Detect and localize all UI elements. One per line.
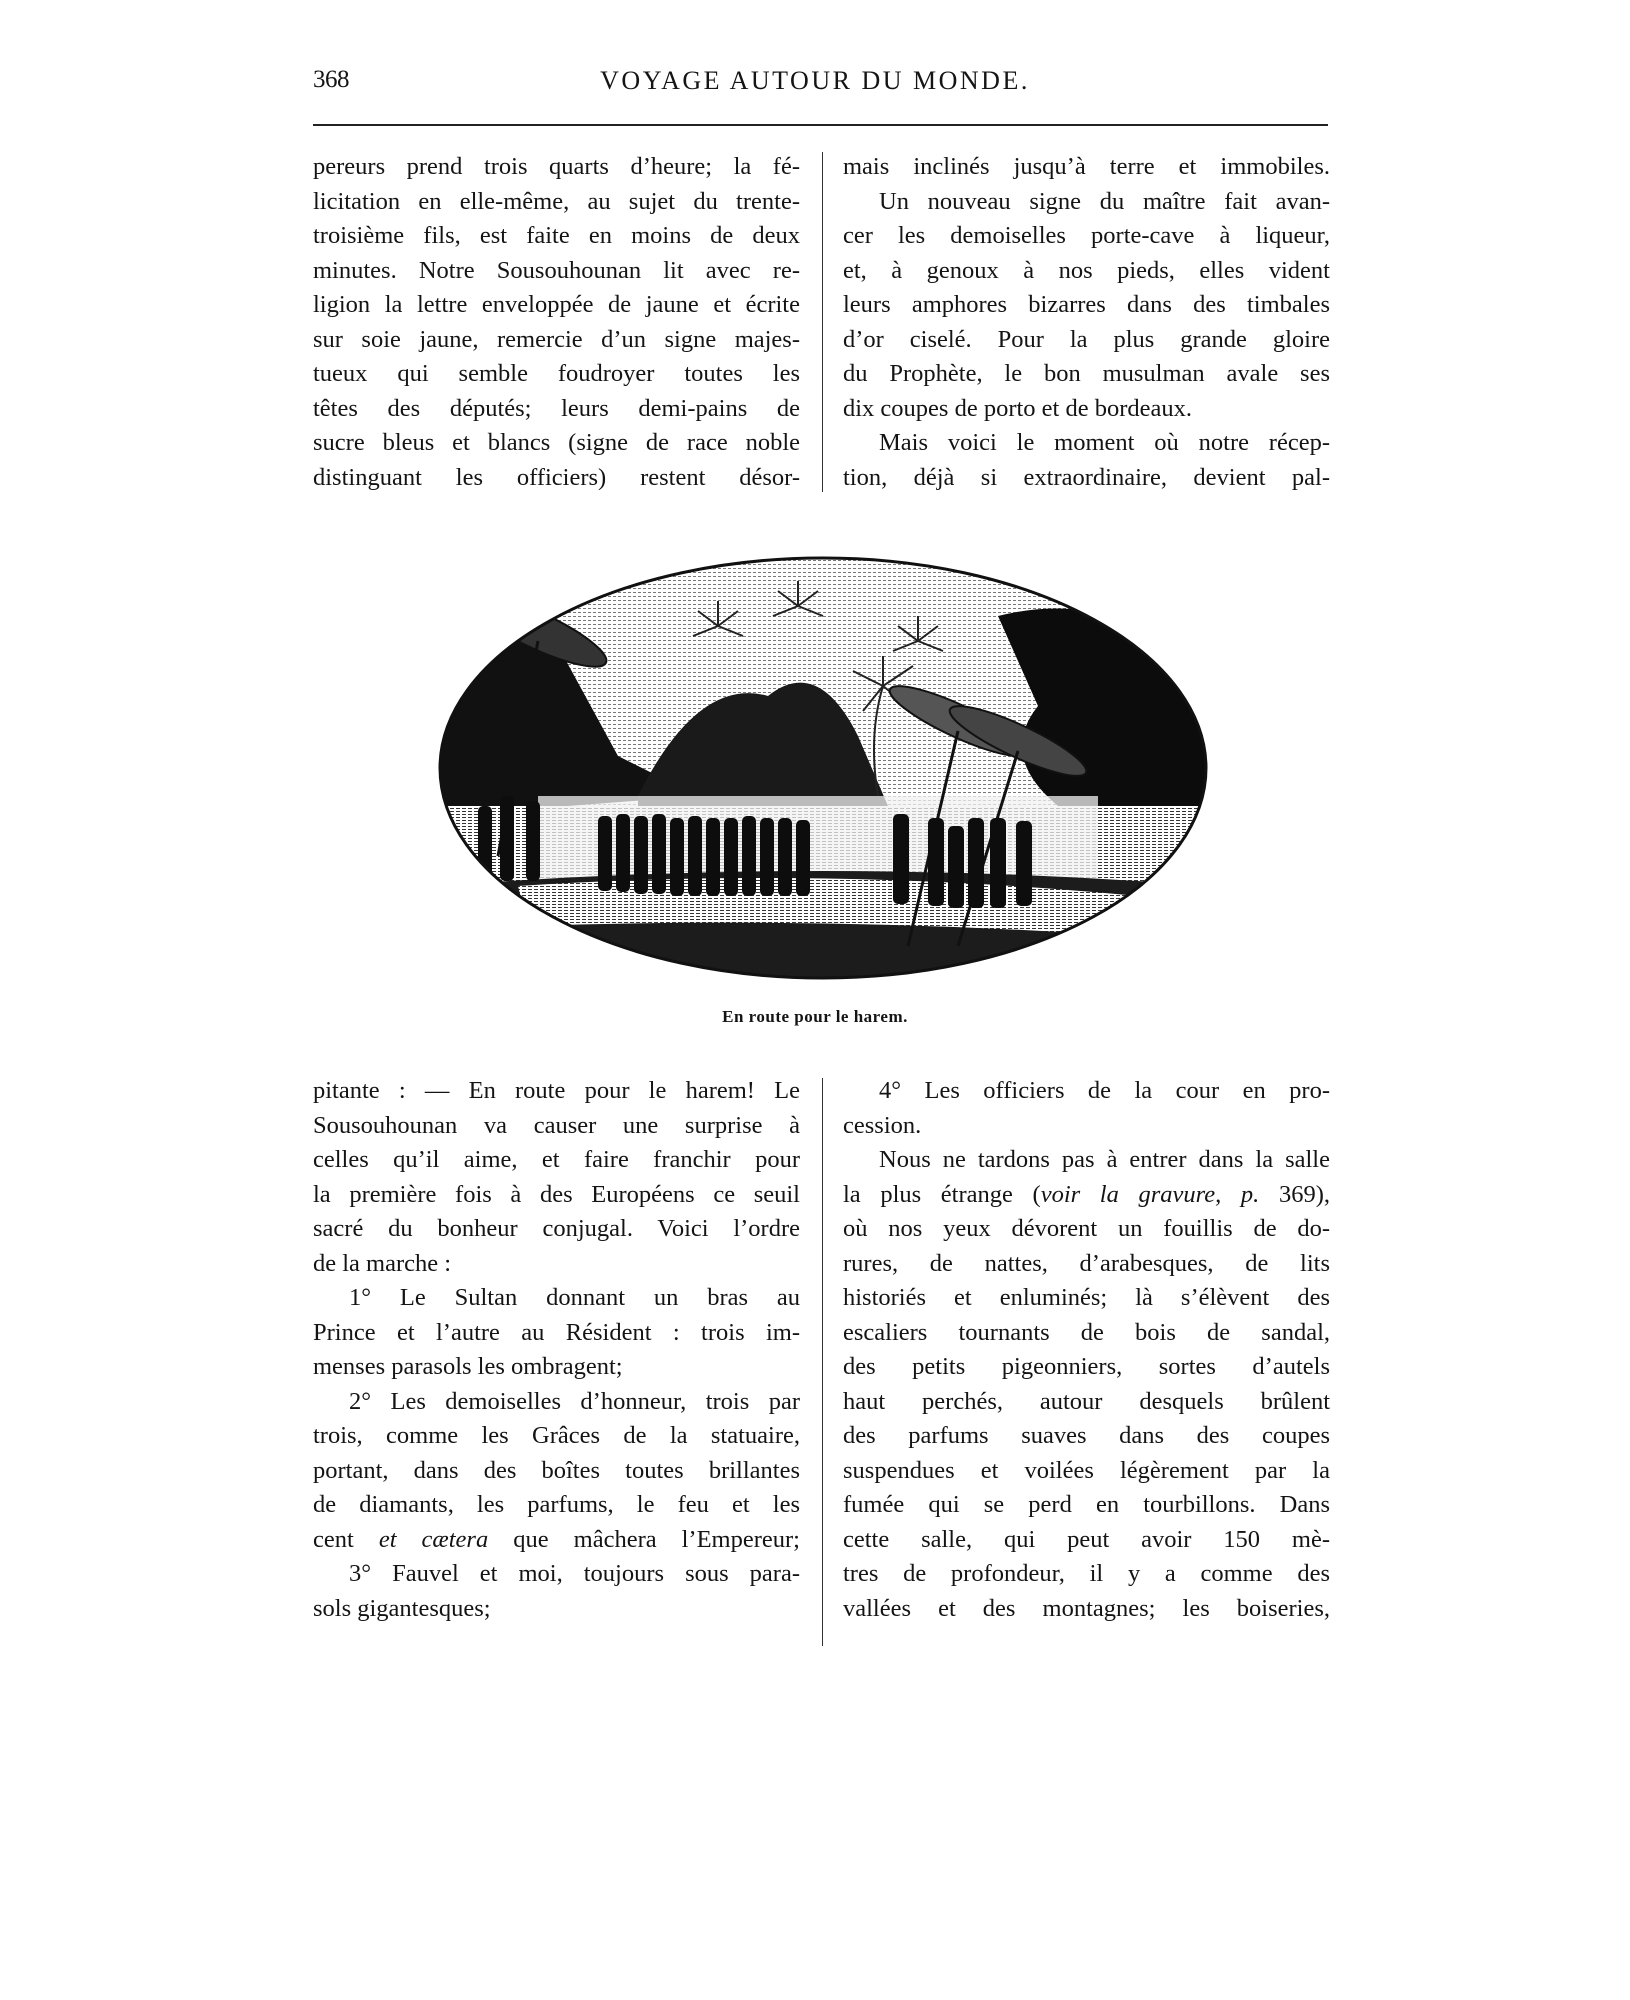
text-line: pereurs prend trois quarts d’heure; la fé- [313, 153, 800, 180]
text-line: haut perchés, autour desquels brûlent [843, 1387, 1330, 1415]
column-divider [822, 1078, 823, 1646]
text-line: la première fois à des Européens ce seuil [313, 1180, 800, 1208]
text-line: de la marche : [313, 1249, 452, 1277]
list-item-3: 3° Fauvel et moi, toujours sous para- [349, 1560, 800, 1587]
text-line: ligion la lettre enveloppée de jaune et écrite [313, 291, 800, 318]
text-line: Nous ne tardons pas à entrer dans la salle [879, 1146, 1330, 1173]
italic-reference: voir la gravure, p. [1040, 1180, 1260, 1208]
text-line: historiés et enluminés; là s’élèvent des [843, 1284, 1330, 1311]
text-line: tueux qui semble foudroyer toutes les [313, 360, 800, 387]
text-line: des parfums suaves dans des coupes [843, 1422, 1330, 1449]
text-line: cette salle, qui peut avoir 150 mè- [843, 1525, 1330, 1553]
text-line: troisième fils, est faite en moins de deux [313, 222, 800, 249]
text-line: cer les demoiselles porte-cave à liqueur, [843, 222, 1330, 249]
running-title: VOYAGE AUTOUR DU MONDE. [600, 66, 1030, 95]
text-line: des petits pigeonniers, sortes d’autels [843, 1353, 1330, 1380]
engraving-illustration [438, 556, 1208, 980]
header-rule [313, 124, 1328, 126]
text-line: et, à genoux à nos pieds, elles vident [843, 256, 1330, 284]
text-line: mais inclinés jusqu’à terre et immobiles. [843, 153, 1330, 180]
column-divider [822, 152, 823, 492]
text-line: du Prophète, le bon musulman avale ses [843, 360, 1330, 387]
page-number: 368 [313, 66, 349, 93]
text-line: escaliers tournants de bois de sandal, [843, 1318, 1330, 1346]
text-line: tres de profondeur, il y a comme des [843, 1560, 1330, 1587]
text-line: Prince et l’autre au Résident : trois im- [313, 1318, 800, 1346]
text-line: sols gigantesques; [313, 1594, 491, 1622]
text-line: leurs amphores bizarres dans des timbales [843, 291, 1330, 318]
text-line: pitante : — En route pour le harem! Le [313, 1077, 800, 1104]
text-line-with-italic: cent et cætera que mâchera l’Empereur; [313, 1525, 800, 1553]
text-line: Sousouhounan va causer une surprise à [313, 1111, 800, 1139]
text-line: de diamants, les parfums, le feu et les [313, 1491, 800, 1518]
text-line: fumée qui se perd en tourbillons. Dans [843, 1491, 1330, 1518]
list-item-4: 4° Les officiers de la cour en pro- [879, 1077, 1330, 1104]
text-line: suspendues et voilées légèrement par la [843, 1456, 1330, 1484]
bottom-right-column [843, 1074, 1330, 1626]
italic-phrase: et cætera [378, 1525, 489, 1553]
bottom-left-column [313, 1074, 800, 1626]
text-line: où nos yeux dévorent un fouillis de do- [843, 1215, 1330, 1242]
text-line: Un nouveau signe du maître fait avan- [879, 187, 1330, 215]
text-line: sucre bleus et blancs (signe de race noble [313, 429, 800, 456]
text-line: vallées et des montagnes; les boiseries, [843, 1594, 1330, 1622]
text-line: Mais voici le moment où notre récep- [879, 429, 1330, 456]
top-left-column [313, 150, 800, 495]
text-line: minutes. Notre Sousouhounan lit avec re- [313, 256, 800, 284]
text-line: d’or ciselé. Pour la plus grande gloire [843, 325, 1330, 353]
top-right-column [843, 150, 1330, 495]
text-line: portant, dans des boîtes toutes brillantes [313, 1456, 800, 1484]
list-item-2: 2° Les demoiselles d’honneur, trois par [349, 1387, 800, 1415]
text-line: trois, comme les Grâces de la statuaire, [313, 1422, 800, 1449]
text-line: licitation en elle-même, au sujet du trente- [313, 187, 800, 215]
text-line: tion, déjà si extraordinaire, devient pal- [843, 463, 1330, 491]
text-line: menses parasols les ombragent; [313, 1353, 623, 1380]
text-line: sacré du bonheur conjugal. Voici l’ordre [313, 1215, 800, 1242]
text-line: dix coupes de porto et de bordeaux. [843, 394, 1193, 422]
text-line: têtes des députés; leurs demi-pains de [313, 394, 800, 422]
text-line: sur soie jaune, remercie d’un signe majes- [313, 325, 800, 353]
text-line: cession. [843, 1111, 922, 1139]
text-line: celles qu’il aime, et faire franchir pour [313, 1146, 800, 1173]
list-item-1: 1° Le Sultan donnant un bras au [349, 1284, 800, 1311]
text-line: rures, de nattes, d’arabesques, de lits [843, 1249, 1330, 1277]
figure-caption: En route pour le harem. [722, 1007, 908, 1026]
text-line-with-italic: la plus étrange (voir la gravure, p. 369), [843, 1180, 1330, 1208]
text-line: distinguant les officiers) restent désor- [313, 463, 800, 491]
